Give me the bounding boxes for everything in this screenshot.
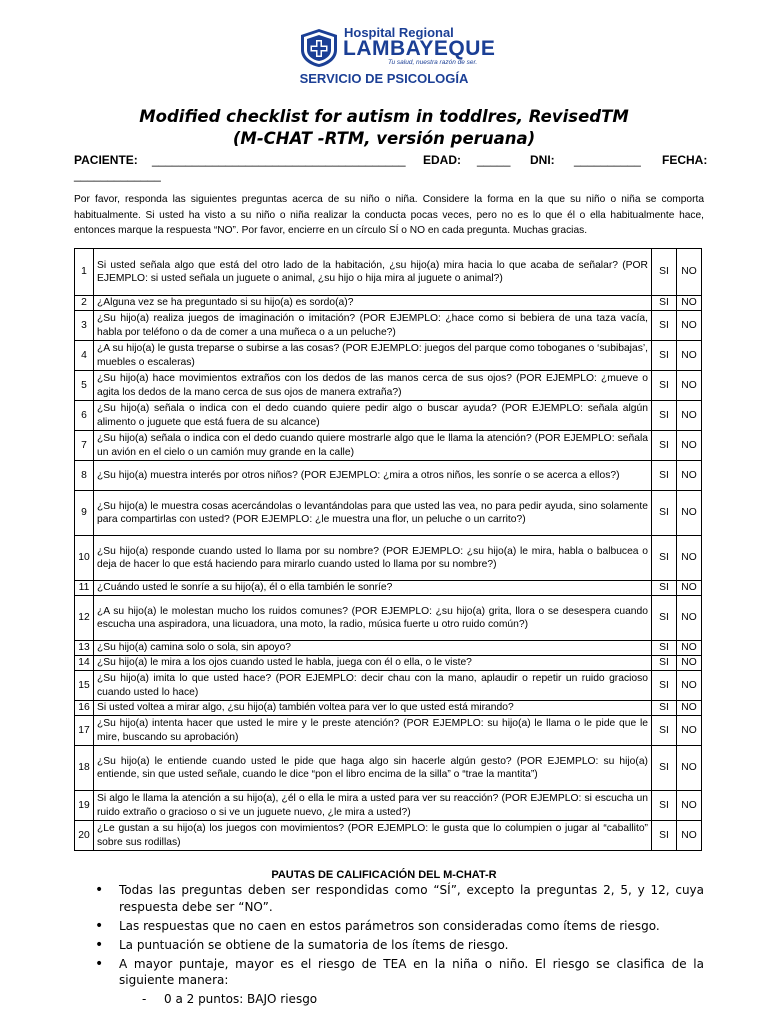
question-text: ¿Su hijo(a) señala o indica con el dedo cuando quiere pedir algo o buscar ayuda? (POR EJEMPLO: señala algún alimento o juguete que está fuera de su alcance) [94, 401, 652, 431]
question-row [75, 746, 702, 791]
question-text: Si algo le llama la atención a su hijo(a), ¿él o ella le mira a usted para ver su reacción? (POR EJEMPLO: si escucha un ruido extraño o gracioso o si ve un juguete nuevo, ¿le mira a usted?) [94, 791, 652, 821]
question-row [75, 671, 702, 701]
answer-no[interactable]: NO [677, 671, 702, 701]
answer-no[interactable]: NO [677, 641, 702, 656]
answer-no[interactable]: NO [677, 821, 702, 851]
question-row [75, 821, 702, 851]
question-row [75, 249, 702, 296]
answer-no[interactable]: NO [677, 716, 702, 746]
scoring-guidelines-list [74, 882, 704, 991]
question-number: 3 [75, 311, 94, 341]
answer-no[interactable]: NO [677, 656, 702, 671]
scoring-bullet: • A mayor puntaje, mayor es el riesgo de TEA en la niña o niño. El riesgo se clasifica de la siguiente manera: [74, 956, 704, 989]
answer-no[interactable]: NO [677, 536, 702, 581]
question-row [75, 656, 702, 671]
answer-si[interactable]: SI [652, 371, 677, 401]
hospital-tagline: Tu salud, nuestra razón de ser. [388, 59, 478, 66]
question-number: 13 [75, 641, 94, 656]
question-row [75, 431, 702, 461]
answer-si[interactable]: SI [652, 296, 677, 311]
question-row [75, 716, 702, 746]
subitem-dash: - [142, 992, 147, 1006]
answer-si[interactable]: SI [652, 581, 677, 596]
scoring-bullet: • La puntuación se obtiene de la sumatoria de los ítems de riesgo. [74, 937, 704, 954]
question-text: ¿Su hijo(a) responde cuando usted lo llama por su nombre? (POR EJEMPLO: ¿su hijo(a) le mira, habla o balbucea o deja de hacer lo que está haciendo para mirarlo cuando usted lo llama por su nombre?) [94, 536, 652, 581]
question-row [75, 311, 702, 341]
question-text: ¿A su hijo(a) le gusta treparse o subirse a las cosas? (POR EJEMPLO: juegos del parque como toboganes o ‘subibajas’, muebles o escaleras) [94, 341, 652, 371]
question-number: 4 [75, 341, 94, 371]
question-number: 6 [75, 401, 94, 431]
answer-si[interactable]: SI [652, 656, 677, 671]
service-title: SERVICIO DE PSICOLOGÍA [299, 71, 469, 86]
question-text: ¿Su hijo(a) le mira a los ojos cuando usted le habla, juega con él o ella, o le viste? [94, 656, 652, 671]
hospital-name-top: Hospital Regional [344, 25, 454, 40]
question-number: 16 [75, 701, 94, 716]
questions-table [74, 248, 702, 851]
fecha-label: FECHA: [662, 153, 708, 167]
answer-si[interactable]: SI [652, 461, 677, 491]
answer-si[interactable]: SI [652, 821, 677, 851]
answer-no[interactable]: NO [677, 461, 702, 491]
question-row [75, 401, 702, 431]
answer-si[interactable]: SI [652, 536, 677, 581]
dni-label: DNI: [530, 153, 555, 167]
scoring-subitem [142, 991, 317, 1007]
hospital-cross-logo-icon [298, 28, 340, 68]
question-text: ¿Su hijo(a) le entiende cuando usted le pide que haga algo sin hacerle algún gesto? (POR EJEMPLO: su hijo(a) entiende, sin que usted señale, cuando le dice “pon el libro encima de la silla” o “trae la mantita”) [94, 746, 652, 791]
document-title: Modified checklist for autism in toddlres, RevisedTM [139, 107, 629, 126]
page-header [0, 24, 768, 86]
question-number: 11 [75, 581, 94, 596]
question-text: ¿Su hijo(a) señala o indica con el dedo cuando quiere mostrarle algo que le llama la atención? (POR EJEMPLO: señala un avión en el cielo o un camión muy grande en la calle) [94, 431, 652, 461]
answer-no[interactable]: NO [677, 371, 702, 401]
instructions-paragraph: Por favor, responda las siguientes preguntas acerca de su niño o niña. Considere la forma en la que su niño o niña se comporta habitualmente. Si usted ha visto a su niño o niña realizar la conducta pocas veces, pero no es lo que él o ella habitualmente hace, entonces marque la respuesta “NO”. Por favor, encierre en un círculo SÍ o NO en cada pregunta. Muchas gracias. [74, 194, 704, 236]
question-text: ¿Su hijo(a) camina solo o sola, sin apoyo? [94, 641, 652, 656]
question-row [75, 791, 702, 821]
question-text: ¿Su hijo(a) le muestra cosas acercándolas o levantándolas para que usted las vea, no para pedir ayuda, sino solamente para compartirlas con usted? (POR EJEMPLO: ¿le muestra una flor, un peluche o un carrito?) [94, 491, 652, 536]
dni-field[interactable]: __________ [574, 153, 641, 167]
edad-field[interactable]: _____ [477, 153, 511, 167]
answer-si[interactable]: SI [652, 311, 677, 341]
answer-si[interactable]: SI [652, 716, 677, 746]
answer-no[interactable]: NO [677, 249, 702, 296]
question-row [75, 641, 702, 656]
answer-si[interactable]: SI [652, 401, 677, 431]
question-number: 14 [75, 656, 94, 671]
scoring-bullet: • Todas las preguntas deben ser respondidas como “SÍ”, excepto la preguntas 2, 5, y 12, cuya respuesta debe ser “NO”. [74, 882, 704, 915]
question-text: ¿Su hijo(a) muestra interés por otros niños? (POR EJEMPLO: ¿mira a otros niños, les sonríe o se acerca a ellos?) [94, 461, 652, 491]
question-number: 2 [75, 296, 94, 311]
question-text: ¿Alguna vez se ha preguntado si su hijo(a) es sordo(a)? [94, 296, 652, 311]
question-row [75, 536, 702, 581]
question-number: 17 [75, 716, 94, 746]
answer-no[interactable]: NO [677, 746, 702, 791]
answer-no[interactable]: NO [677, 596, 702, 641]
answer-no[interactable]: NO [677, 431, 702, 461]
answer-si[interactable]: SI [652, 491, 677, 536]
question-number: 12 [75, 596, 94, 641]
answer-no[interactable]: NO [677, 311, 702, 341]
edad-label: EDAD: [423, 153, 461, 167]
answer-si[interactable]: SI [652, 791, 677, 821]
patient-fields [74, 152, 708, 168]
answer-no[interactable]: NO [677, 791, 702, 821]
answer-si[interactable]: SI [652, 341, 677, 371]
question-row [75, 296, 702, 311]
question-row [75, 371, 702, 401]
question-number: 19 [75, 791, 94, 821]
question-number: 15 [75, 671, 94, 701]
question-text: ¿A su hijo(a) le molestan mucho los ruidos comunes? (POR EJEMPLO: ¿su hijo(a) grita, llora o se desespera cuando escucha una aspiradora, una licuadora, una moto, la radio, música fuerte u otro ruido común?) [94, 596, 652, 641]
paciente-field[interactable]: ______________________________________ [152, 153, 406, 167]
answer-si[interactable]: SI [652, 249, 677, 296]
answer-no[interactable]: NO [677, 341, 702, 371]
question-row [75, 596, 702, 641]
question-text: ¿Su hijo(a) intenta hacer que usted le mire y le preste atención? (POR EJEMPLO: su hijo(a) le llama o le pide que le mire, buscando su aprobación) [94, 716, 652, 746]
question-number: 8 [75, 461, 94, 491]
answer-no[interactable]: NO [677, 296, 702, 311]
question-number: 9 [75, 491, 94, 536]
question-text: ¿Su hijo(a) realiza juegos de imaginación o imitación? (POR EJEMPLO: ¿hace como si bebiera de una taza vacía, habla por teléfono o da de comer a una muñeca o a un peluche?) [94, 311, 652, 341]
question-text: ¿Cuándo usted le sonríe a su hijo(a), él o ella también le sonríe? [94, 581, 652, 596]
question-text: Si usted voltea a mirar algo, ¿su hijo(a) también voltea para ver lo que usted está mirando? [94, 701, 652, 716]
question-row [75, 461, 702, 491]
answer-si[interactable]: SI [652, 671, 677, 701]
question-row [75, 581, 702, 596]
answer-si[interactable]: SI [652, 431, 677, 461]
answer-no[interactable]: NO [677, 491, 702, 536]
answer-si[interactable]: SI [652, 641, 677, 656]
answer-si[interactable]: SI [652, 701, 677, 716]
document-subtitle: (M-CHAT -RTM, versión peruana) [232, 129, 536, 148]
answer-no[interactable]: NO [677, 581, 702, 596]
question-number: 5 [75, 371, 94, 401]
question-number: 1 [75, 249, 94, 296]
fecha-field[interactable]: _____________ [74, 168, 161, 182]
answer-si[interactable]: SI [652, 746, 677, 791]
question-number: 10 [75, 536, 94, 581]
hospital-name-main: LAMBAYEQUE [343, 37, 496, 60]
question-text: Si usted señala algo que está del otro lado de la habitación, ¿su hijo(a) mira hacia lo que acaba de señalar? (POR EJEMPLO: si usted señala un juguete o animal, ¿su hijo o hija mira al juguete o animal?) [94, 249, 652, 296]
answer-no[interactable]: NO [677, 401, 702, 431]
answer-si[interactable]: SI [652, 596, 677, 641]
answer-no[interactable]: NO [677, 701, 702, 716]
question-text: ¿Su hijo(a) imita lo que usted hace? (POR EJEMPLO: decir chau con la mano, aplaudir o repetir un ruido gracioso cuando usted lo hace) [94, 671, 652, 701]
question-number: 7 [75, 431, 94, 461]
question-row [75, 491, 702, 536]
question-text: ¿Le gustan a su hijo(a) los juegos con movimientos? (POR EJEMPLO: le gusta que lo columpien o jugar al “caballito” sobre sus rodillas) [94, 821, 652, 851]
question-text: ¿Su hijo(a) hace movimientos extraños con los dedos de las manos cerca de sus ojos? (POR EJEMPLO: ¿mueve o agita los dedos de la mano cerca de sus ojos de manera extraña?) [94, 371, 652, 401]
question-row [75, 341, 702, 371]
scoring-guidelines-title: PAUTAS DE CALIFICACIÓN DEL M-CHAT-R [271, 869, 497, 881]
question-number: 18 [75, 746, 94, 791]
question-number: 20 [75, 821, 94, 851]
question-row [75, 701, 702, 716]
scoring-bullet: • Las respuestas que no caen en estos parámetros son consideradas como ítems de riesgo. [74, 918, 704, 935]
paciente-label: PACIENTE: [74, 153, 138, 167]
subitem-text: 0 a 2 puntos: BAJO riesgo [164, 992, 318, 1006]
